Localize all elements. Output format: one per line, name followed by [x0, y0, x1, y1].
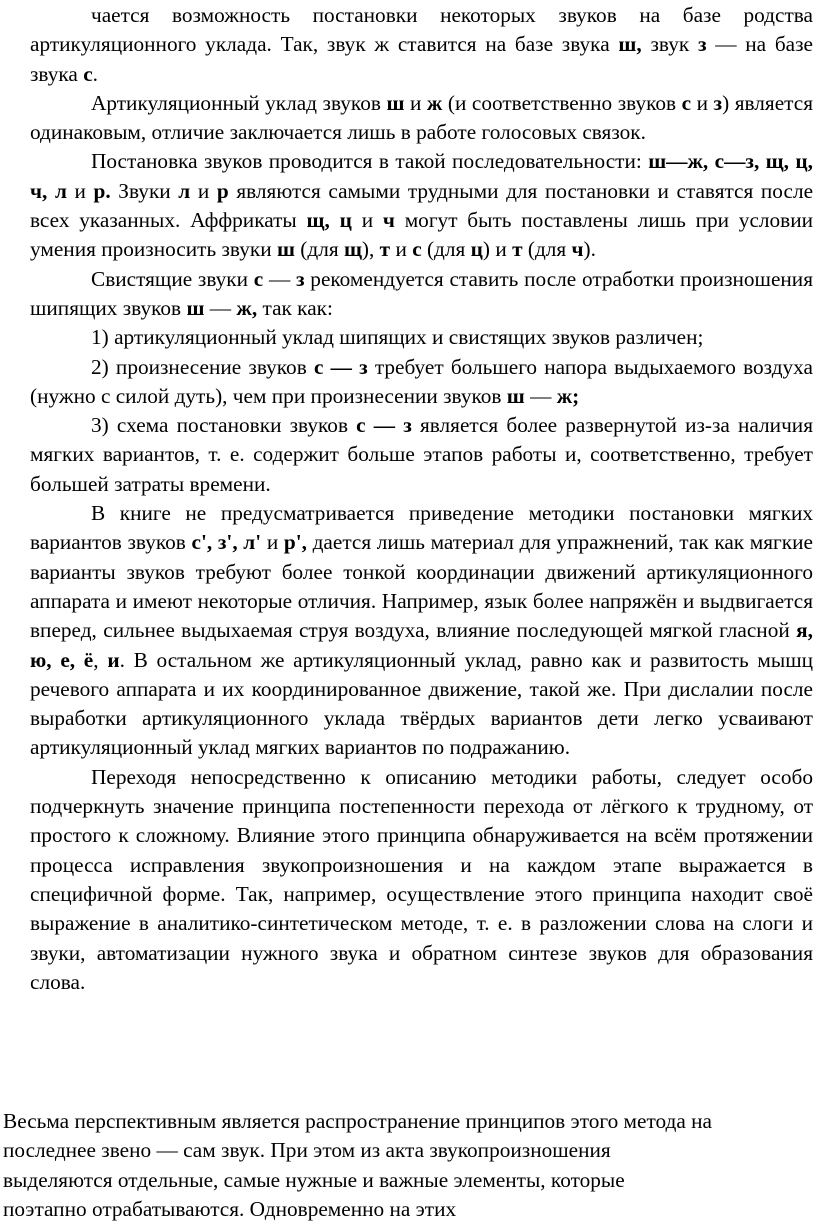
- tail-line: Весьма перспективным является распространение принципов этого метода на: [3, 1109, 713, 1133]
- text-run: 1) артикуляционный уклад шипящих и свистящих звуков различен;: [91, 325, 704, 350]
- text-run: ,: [93, 647, 108, 672]
- text-run: является более развернутой из-за наличия мягких вариантов, т. е. содержит больше этапов работы и, соответственно, требует большей затраты времени.: [30, 413, 813, 496]
- text-run: (для: [522, 237, 572, 262]
- paragraph: [30, 499, 813, 763]
- bold-run: с — з: [313, 354, 368, 379]
- bold-run: ч: [382, 208, 395, 233]
- text-run: ),: [361, 237, 380, 262]
- bold-run: з: [296, 266, 305, 291]
- text-run: и: [351, 208, 383, 233]
- text-run: ) является одинаковым, отличие заключается лишь в работе голосовых связок.: [30, 90, 813, 145]
- text-run: Артикуляционный уклад звуков: [91, 90, 387, 115]
- paragraph: [30, 89, 813, 148]
- bold-run: ж: [426, 90, 443, 115]
- text-run: (и соответственно звуков: [442, 90, 682, 115]
- bold-run: и: [107, 647, 120, 672]
- tail-line: последнее звено — сам звук. При этом из акта звукопроизношения: [3, 1138, 611, 1163]
- text-run: рекомендуется ставить после отработки произношения шипящих звуков: [30, 266, 813, 320]
- text-run: дается лишь материал для упражнений, так как мягкие варианты звуков требуют более тонкой координации движений артикуляционного аппарата и имеют некоторые отличия. Например, язык более напряжён и выдвигается вперед, сильнее выдыхаемая струя воздуха, влияние последующей мягкой гласной: [30, 530, 813, 643]
- paragraph: [30, 147, 813, 264]
- tail-line: поэтапно отрабатываются. Одновременно на этих: [3, 1196, 457, 1221]
- bold-run: ж,: [236, 295, 258, 320]
- list-item: [30, 353, 813, 412]
- bold-run: ш: [386, 90, 405, 115]
- text-run: Звуки: [110, 178, 179, 203]
- bold-run: ш: [276, 237, 295, 262]
- text-run: (для: [294, 237, 344, 262]
- bold-run: з: [697, 32, 707, 57]
- text-run: В книге не предусматривается приведение методики постановки мягких вариантов звуков: [30, 501, 813, 555]
- bold-run: р: [216, 178, 229, 203]
- bold-run: с', з', л': [191, 530, 262, 555]
- text-run: — на базе звука: [30, 32, 814, 86]
- bold-run: р',: [283, 530, 307, 555]
- text-run: могут быть поставлены лишь при условии умения произносить звуки: [30, 208, 814, 262]
- paragraph: [30, 265, 813, 324]
- text-run: —: [263, 266, 297, 291]
- text-run: Постановка звуков проводится в такой последовательности:: [91, 149, 649, 174]
- bold-run: л: [178, 178, 191, 203]
- text-run: чается возможность постановки некоторых звуков на базе родства артикуляционного уклада. Так, звук ж ставится на базе звука: [30, 3, 813, 57]
- text-run: являются самыми трудными для постановки и ставятся после всех указанных. Аффрикаты: [30, 178, 814, 233]
- text-run: и: [404, 90, 427, 115]
- bold-run: щ, ц: [306, 208, 352, 233]
- text-run: и: [691, 90, 714, 115]
- text-run: .: [92, 61, 98, 86]
- bold-run: ж;: [556, 383, 580, 408]
- bold-run: ш: [506, 383, 525, 408]
- text-run: так как:: [257, 295, 333, 320]
- text-run: требует большего напора выдыхаемого воздуха (нужно с силой дуть), чем при произнесении звуков: [30, 354, 813, 408]
- text-run: 3) схема постановки звуков: [91, 413, 357, 438]
- text-run: и: [66, 178, 94, 203]
- bold-run: т: [512, 237, 523, 262]
- text-run: Свистящие звуки: [91, 266, 254, 291]
- bold-run: з: [713, 90, 723, 115]
- bold-run: с: [412, 237, 422, 262]
- bold-run: т: [379, 237, 391, 262]
- text-run: 2) произнесение звуков: [91, 354, 314, 379]
- bold-run: с: [83, 61, 93, 86]
- bold-run: с: [681, 90, 692, 115]
- bold-run: ч: [571, 237, 584, 262]
- text-run: . В остальном же артикуляционный уклад, равно как и развитость мышц речевого аппарата и их координированное движение, такой же. При дислалии после выработки артикуляционного уклада твёрдых вариантов дети легко усваивают артикуляционный уклад мягких вариантов по подражанию.: [30, 647, 813, 760]
- text-run: звук: [641, 32, 698, 57]
- bold-run: с: [253, 266, 264, 291]
- text-run: ) и: [482, 237, 513, 262]
- paragraph: [30, 763, 813, 997]
- bold-run: ш,: [618, 32, 642, 57]
- body-text: [30, 1, 813, 997]
- text-run: Переходя непосредственно к описанию методики работы, следует особо подчеркнуть значение принципа постепенности перехода от лёгкого к трудному, от простого к сложному. Влияние этого принципа обнаруживается на всём протяжении процесса исправления звукопроизношения и на каждом этапе выражается в специфичной форме. Так, например, осуществление этого принципа находит своё выражение в аналитико-синтетическом методе, т. е. в разложении слова на слоги и звуки, автоматизации нужного звука и обратном синтезе звуков для образования слова.: [30, 764, 813, 994]
- tail-text: [3, 1107, 813, 1224]
- bold-run: щ: [343, 237, 362, 262]
- bold-run: ш: [186, 295, 205, 320]
- text-run: и: [390, 237, 413, 262]
- text-run: —: [204, 295, 237, 320]
- text-run: и: [190, 178, 217, 203]
- list-item: [30, 323, 813, 352]
- text-run: и: [261, 530, 284, 555]
- text-run: ).: [583, 237, 596, 262]
- tail-line: выделяются отдельные, самые нужные и важные элементы, которые: [3, 1167, 625, 1192]
- text-run: —: [524, 383, 557, 408]
- bold-run: с — з: [356, 413, 412, 438]
- list-item: [30, 411, 813, 499]
- text-run: (для: [421, 237, 471, 262]
- bold-run: р.: [93, 178, 111, 203]
- paragraph: [30, 1, 813, 89]
- bold-run: ц: [470, 237, 483, 262]
- bold-run: ш—ж, с—з, щ, ц, ч, л: [30, 149, 813, 203]
- bold-run: я, ю, е, ё: [30, 618, 813, 672]
